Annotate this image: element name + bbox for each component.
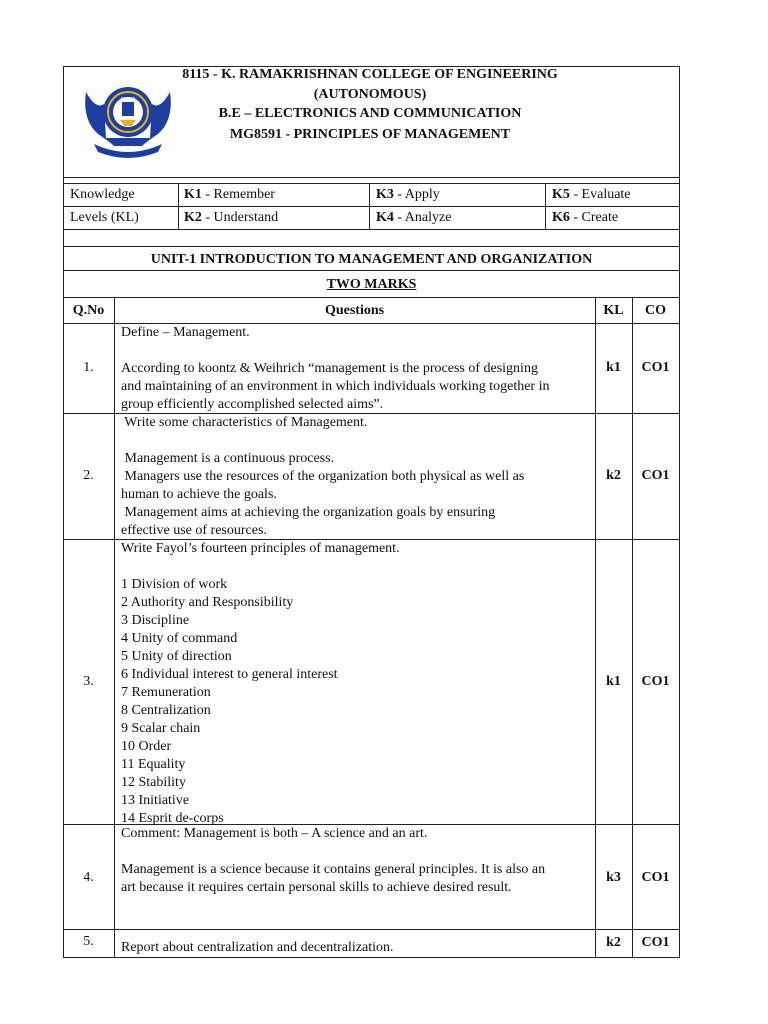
column-header-qno: Q.No <box>72 303 105 318</box>
course-title: MG8591 - PRINCIPLES OF MANAGEMENT <box>229 127 511 142</box>
table-rule <box>114 297 115 957</box>
logo-caption: KRCE <box>121 112 135 117</box>
kl-k5: K5 - Evaluate <box>552 187 631 202</box>
table-rule <box>63 183 680 184</box>
row-kl: k1 <box>606 674 621 689</box>
kl-k3: K3 - Apply <box>376 187 440 202</box>
row-co: CO1 <box>641 674 670 689</box>
kl-label-levels: Levels (KL) <box>70 210 139 225</box>
row-co: CO1 <box>641 935 670 950</box>
row-co: CO1 <box>641 870 670 885</box>
table-rule <box>178 183 179 229</box>
autonomous-label: (AUTONOMOUS) <box>313 87 427 102</box>
row-number: 5. <box>83 934 94 949</box>
table-rule <box>632 297 633 957</box>
table-border-bottom <box>63 957 680 958</box>
row-co: CO1 <box>641 468 670 483</box>
table-rule <box>63 929 680 930</box>
kl-k4: K4 - Analyze <box>376 210 452 225</box>
row-kl: k2 <box>606 468 621 483</box>
kl-k6: K6 - Create <box>552 210 619 225</box>
row-co: CO1 <box>641 360 670 375</box>
row-number: 1. <box>83 360 94 375</box>
question-text: Comment: Management is both – A science and an art. Management is a science because it contains general principles. It is also an art because it requires certain personal skills to achieve desired result. <box>121 826 546 895</box>
section-title: TWO MARKS <box>326 277 417 292</box>
table-rule <box>63 297 680 298</box>
table-rule <box>63 206 680 207</box>
column-header-co: CO <box>645 303 666 318</box>
column-header-kl: KL <box>603 303 624 318</box>
college-name: 8115 - K. RAMAKRISHNAN COLLEGE OF ENGINEERING <box>182 67 558 82</box>
table-rule <box>595 297 596 957</box>
table-rule <box>63 246 680 247</box>
column-header-questions: Questions <box>324 303 385 318</box>
unit-title: UNIT-1 INTRODUCTION TO MANAGEMENT AND ORGANIZATION <box>150 252 593 267</box>
kl-label-knowledge: Knowledge <box>70 187 135 202</box>
question-text: Define – Management. According to koontz & Weihrich “management is the process of designing and maintaining of an environment in which individuals working together in group efficiently accomplished selected aims”. <box>121 325 550 412</box>
table-rule <box>369 183 370 229</box>
svg-text:✦ ✦ ✦: ✦ ✦ ✦ <box>120 96 136 102</box>
question-text: Report about centralization and decentralization. <box>121 940 394 955</box>
table-rule <box>63 270 680 271</box>
row-kl: k1 <box>606 360 621 375</box>
row-kl: k3 <box>606 870 621 885</box>
question-text: Write Fayol’s fourteen principles of management. 1 Division of work 2 Authority and Responsibility 3 Discipline 4 Unity of command 5 Unity of direction 6 Individual interest to general interest 7 Remuneration 8 Centralization 9 Scalar chain 10 Order 11 Equality 12 Stability 13 Initiative 14 Esprit de-corps <box>121 541 400 826</box>
row-number: 2. <box>83 468 94 483</box>
table-rule <box>63 177 680 178</box>
row-kl: k2 <box>606 935 621 950</box>
question-text: Write some characteristics of Management. Management is a continuous process. Managers use the resources of the organization both physical as well as human to achieve the goals. Management aims at achieving the organization goals by ensuring effective use of resources. <box>121 415 525 538</box>
kl-k1: K1 - Remember <box>184 187 275 202</box>
table-rule <box>545 183 546 229</box>
kl-k2: K2 - Understand <box>184 210 279 225</box>
department-name: B.E – ELECTRONICS AND COMMUNICATION <box>218 106 522 121</box>
row-number: 3. <box>83 674 94 689</box>
row-number: 4. <box>83 870 94 885</box>
table-rule <box>63 229 680 230</box>
